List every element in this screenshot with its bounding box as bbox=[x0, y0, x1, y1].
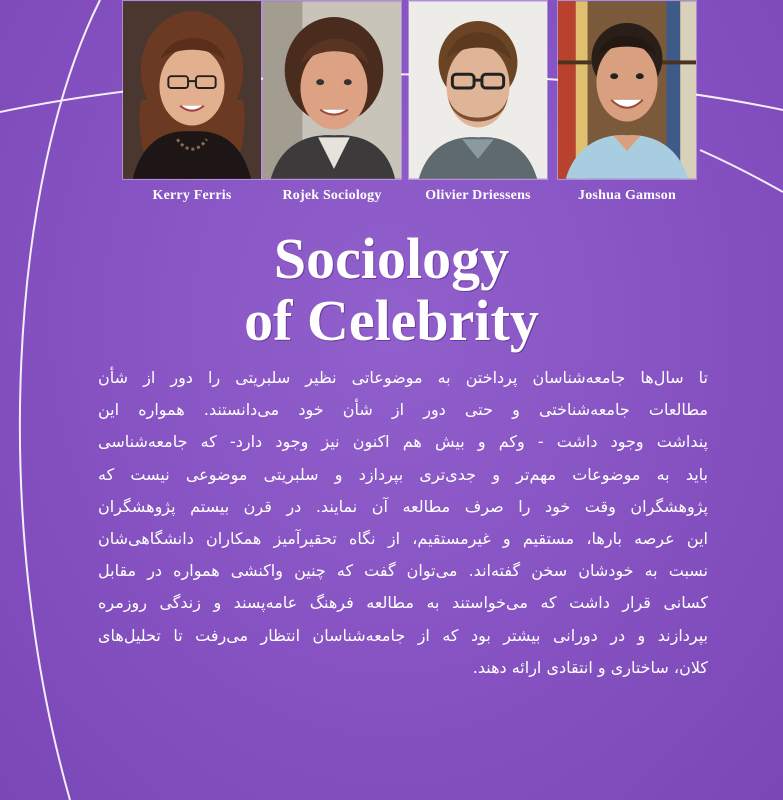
description-line: پژوهشگران وقت خود را صرف مطالعه آن نمایند. در قرن بیستم پژوهشگران bbox=[98, 496, 708, 516]
portrait-man-grey-hair-icon bbox=[263, 1, 401, 179]
caption-rojek: Rojek Sociology bbox=[282, 188, 382, 203]
photo-joshua-gamson bbox=[557, 0, 697, 180]
photo-rojek bbox=[262, 0, 402, 180]
photo-olivier-driessens bbox=[408, 0, 548, 180]
author-photos bbox=[0, 0, 783, 215]
caption-kerry-ferris: Kerry Ferris bbox=[152, 188, 232, 203]
description-line: بپردازند و در دورانی بیشتر بود که از جامعه‌شناسان انتظار می‌رفت تا تحلیل‌های bbox=[98, 625, 708, 645]
portrait-woman-glasses-icon bbox=[123, 1, 261, 179]
photo-kerry-ferris bbox=[122, 0, 262, 180]
description-line: نسبت به خودشان سخن گفته‌اند. می‌توان گفت که چنین واکنشی همواره در مقابل bbox=[98, 561, 708, 581]
description-line: تا سال‌ها جامعه‌شناسان پرداختن به موضوعاتی نظیر سلبریتی را دور از شأن bbox=[98, 368, 708, 387]
book-title bbox=[0, 228, 783, 352]
title-line-2: of Celebrity bbox=[244, 288, 539, 353]
caption-olivier-driessens: Olivier Driessens bbox=[425, 188, 531, 203]
description-line: کلان، ساختاری و انتقادی ارائه دهند. bbox=[472, 657, 708, 677]
description-line: کسانی قرار داشت که می‌خواستند به مطالعه فرهنگ عامه‌پسند و زندگی روزمره bbox=[98, 593, 708, 613]
description-line: پنداشت وجود داشت - وکم و بیش هم اکنون نیز وجود دارد- که جامعه‌شناسی bbox=[98, 432, 708, 452]
description-line: مطالعات جامعه‌شناختی و حتی دور از شأن خود می‌دانستند. همواره این bbox=[98, 400, 708, 420]
description-text bbox=[98, 362, 708, 684]
title-line-1: Sociology bbox=[273, 226, 510, 291]
description-line: باید به موضوعات مهم‌تر و جدی‌تری بپردازد و سلبریتی موضوعی نیست که bbox=[98, 464, 708, 484]
description-line: این عرصه بارها، مستقیم و غیرمستقیم، از نگاه تحقیرآمیز همکاران دانشگاهی‌شان bbox=[98, 529, 708, 549]
caption-joshua-gamson: Joshua Gamson bbox=[578, 188, 676, 203]
portrait-man-beard-glasses-icon bbox=[409, 1, 547, 179]
portrait-man-smiling-bookshelf-icon bbox=[558, 1, 696, 179]
